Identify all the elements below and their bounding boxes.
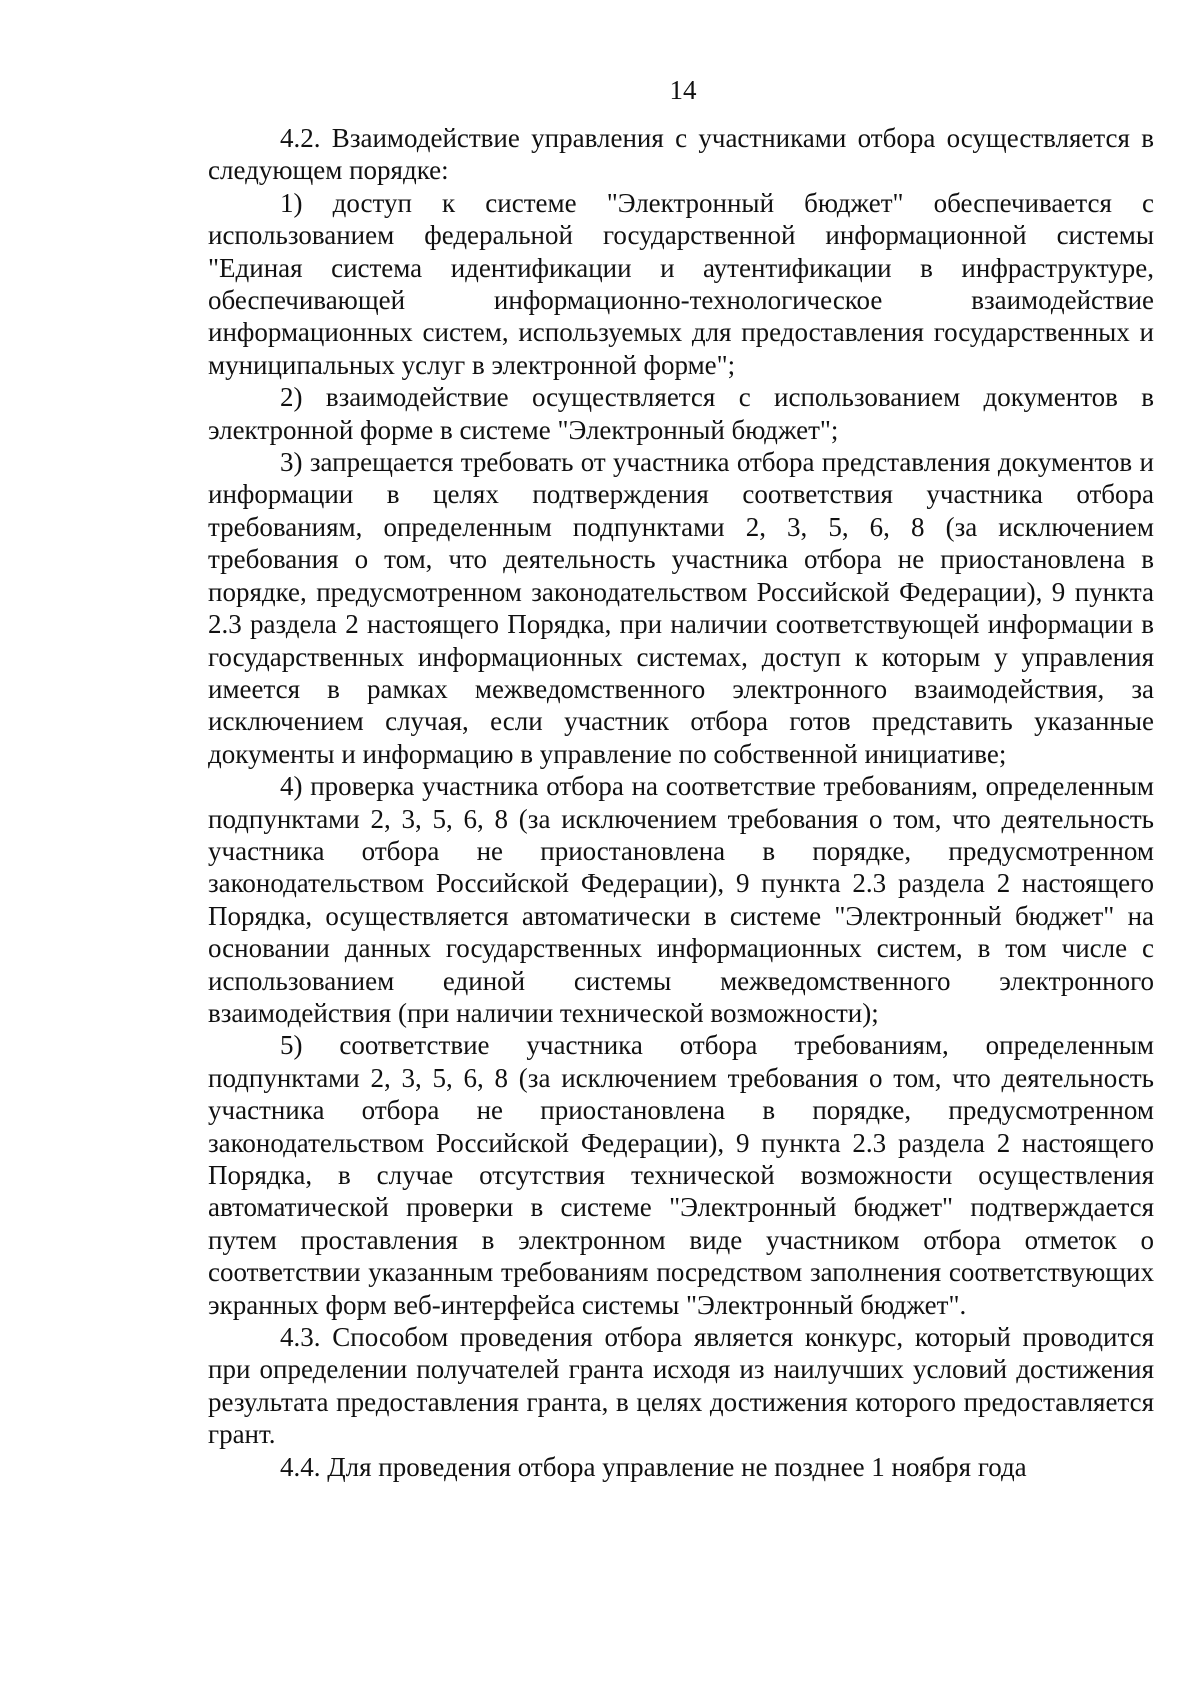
paragraph-4-4: 4.4. Для проведения отбора управление не позднее 1 ноября года [280, 1451, 1027, 1482]
paragraph-4-2-item-5: 5) соответствие участника отбора требованиям, определенным подпунктами 2, 3, 5, 6, 8 (за исключением требования о том, что деятельность участника отбора не приостановлена в порядке, предусмотренном законодательством Российской Федерации), 9 пункта 2.3 раздела 2 настоящего Порядка, в случае отсутствия технической возможности осуществления автоматической проверки в системе "Электронный бюджет" подтверждается путем проставления в электронном виде участником отбора отметок о соответствии указанным требованиям посредством заполнения соответствующих экранных форм веб-интерфейса системы "Электронный бюджет". [208, 1030, 1154, 1320]
paragraph-4-2-item-3: 3) запрещается требовать от участника отбора представления документов и информации в целях подтверждения соответствия участника отбора требованиям, определенным подпунктами 2, 3, 5, 6, 8 (за исключением требования о том, что деятельность участника отбора не приостановлена в порядке, предусмотренном законодательством Российской Федерации), 9 пункта 2.3 раздела 2 настоящего Порядка, при наличии соответствующей информации в государственных информационных системах, доступ к которым у управления имеется в рамках межведомственного электронного взаимодействия, за исключением случая, если участник отбора готов представить указанные документы и информацию в управление по собственной инициативе; [208, 447, 1154, 769]
paragraph-4-2-item-4: 4) проверка участника отбора на соответствие требованиям, определенным подпунктами 2, 3, 5, 6, 8 (за исключением требования о том, что деятельность участника отбора не приостановлена в порядке, предусмотренном законодательством Российской Федерации), 9 пункта 2.3 раздела 2 настоящего Порядка, осуществляется автоматически в системе "Электронный бюджет" на основании данных государственных информационных систем, в том числе с использованием единой системы межведомственного электронного взаимодействия (при наличии технической возможности); [208, 771, 1154, 1028]
paragraph-4-2-item-1: 1) доступ к системе "Электронный бюджет" обеспечивается с использованием федеральной государственной информационной системы "Единая система идентификации и аутентификации в инфраструктуре, обеспечивающей информационно-технологическое взаимодействие информационных систем, используемых для предоставления государственных и муниципальных услуг в электронной форме"; [208, 187, 1154, 380]
paragraph-4-2-item-2: 2) взаимодействие осуществляется с использованием документов в электронной форме в системе "Электронный бюджет"; [208, 382, 1154, 445]
paragraph-4-2: 4.2. Взаимодействие управления с участниками отбора осуществляется в следующем порядке: [208, 123, 1154, 186]
page-number: 14 [669, 75, 697, 105]
paragraph-4-3: 4.3. Способом проведения отбора является конкурс, который проводится при определении получателей гранта исходя из наилучших условий достижения результата предоставления гранта, в целях достижения которого предоставляется грант. [208, 1322, 1154, 1450]
document-body [208, 122, 1154, 1483]
